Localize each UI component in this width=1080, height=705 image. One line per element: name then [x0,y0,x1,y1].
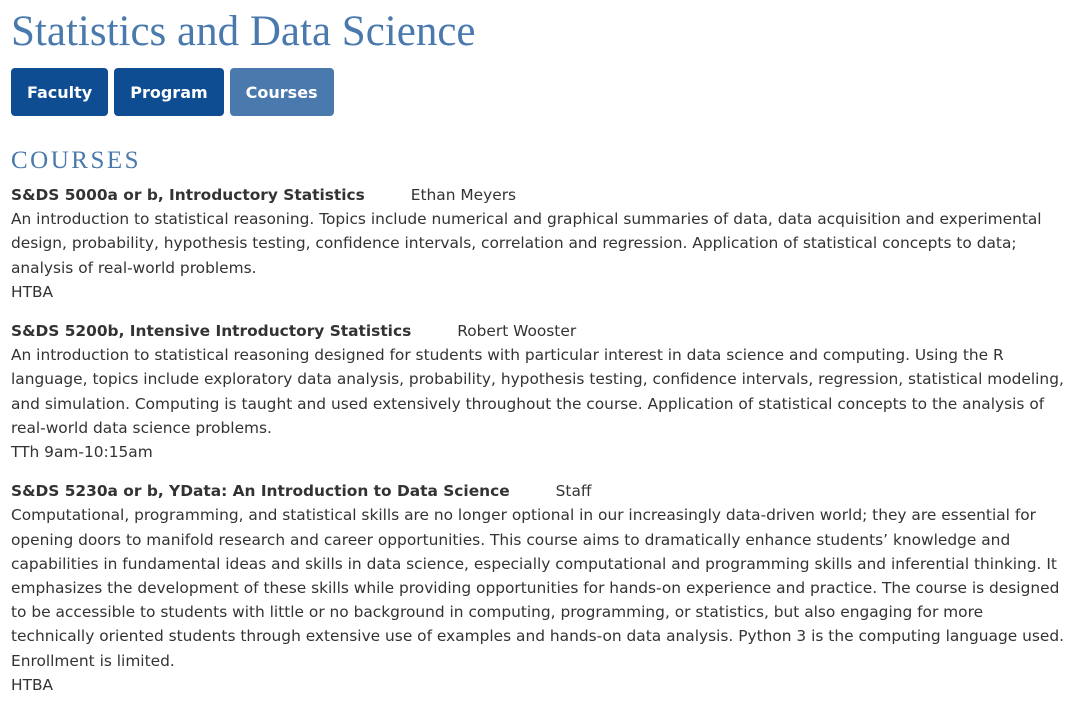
program-button[interactable]: Program [114,68,223,116]
section-heading: COURSES [11,147,142,174]
course-description: Computational, programming, and statistical skills are no longer optional in our increasingly data-driven world; they are essential for opening doors to manifold research and career opportunities. This course aims to dramatically enhance students’ knowledge and capabilities in fundamental ideas and skills in data science, especially computational and programming skills and inferential thinking. It emphasizes the development of these skills while providing opportunities for hands-on experience and practice. The course is designed to be accessible to students with little or no background in computing, programming, or statistics, but also engaging for more technically oriented students through extensive use of examples and hands-on data analysis. Python 3 is the computing language used. Enrollment is limited. [11,506,1065,670]
course-instructor: Ethan Meyers [410,186,517,204]
course-title[interactable]: S&DS 5000a or b, Introductory Statistics [11,186,365,204]
course-time: HTBA [11,282,54,301]
course-description: An introduction to statistical reasoning designed for students with particular interest in data science and computing. Using the R language, topics include exploratory data analysis, probability, hypothesis testing, confidence intervals, regression, statistical modeling, and simulation. Computing is taught and used extensively throughout the course. Application of statistical concepts to the analysis of real-world data science problems. [11,346,1064,437]
course-time: HTBA [11,675,54,694]
course-item [11,479,1070,697]
course-header [11,183,1070,207]
course-instructor: Robert Wooster [457,322,577,341]
course-instructor: Staff [555,482,592,501]
course-header [11,479,1070,503]
course-list [11,183,1070,697]
page-title: Statistics and Data Science [11,8,476,55]
courses-button[interactable]: Courses [230,68,334,116]
course-title[interactable]: S&DS 5230a or b, YData: An Introduction to Data Science [11,482,510,501]
course-title[interactable]: S&DS 5200b, Intensive Introductory Statistics [11,322,412,341]
course-header [11,319,1070,343]
course-item [11,319,1070,464]
course-description: An introduction to statistical reasoning. Topics include numerical and graphical summaries of data, data acquisition and experimental design, probability, hypothesis testing, confidence intervals, correlation and regression. Application of statistical concepts to data; analysis of real-world problems. [11,210,1042,277]
course-item [11,183,1070,304]
faculty-button[interactable]: Faculty [11,68,108,116]
course-time: TTh 9am-10:15am [11,443,153,462]
section-nav [11,68,1070,116]
